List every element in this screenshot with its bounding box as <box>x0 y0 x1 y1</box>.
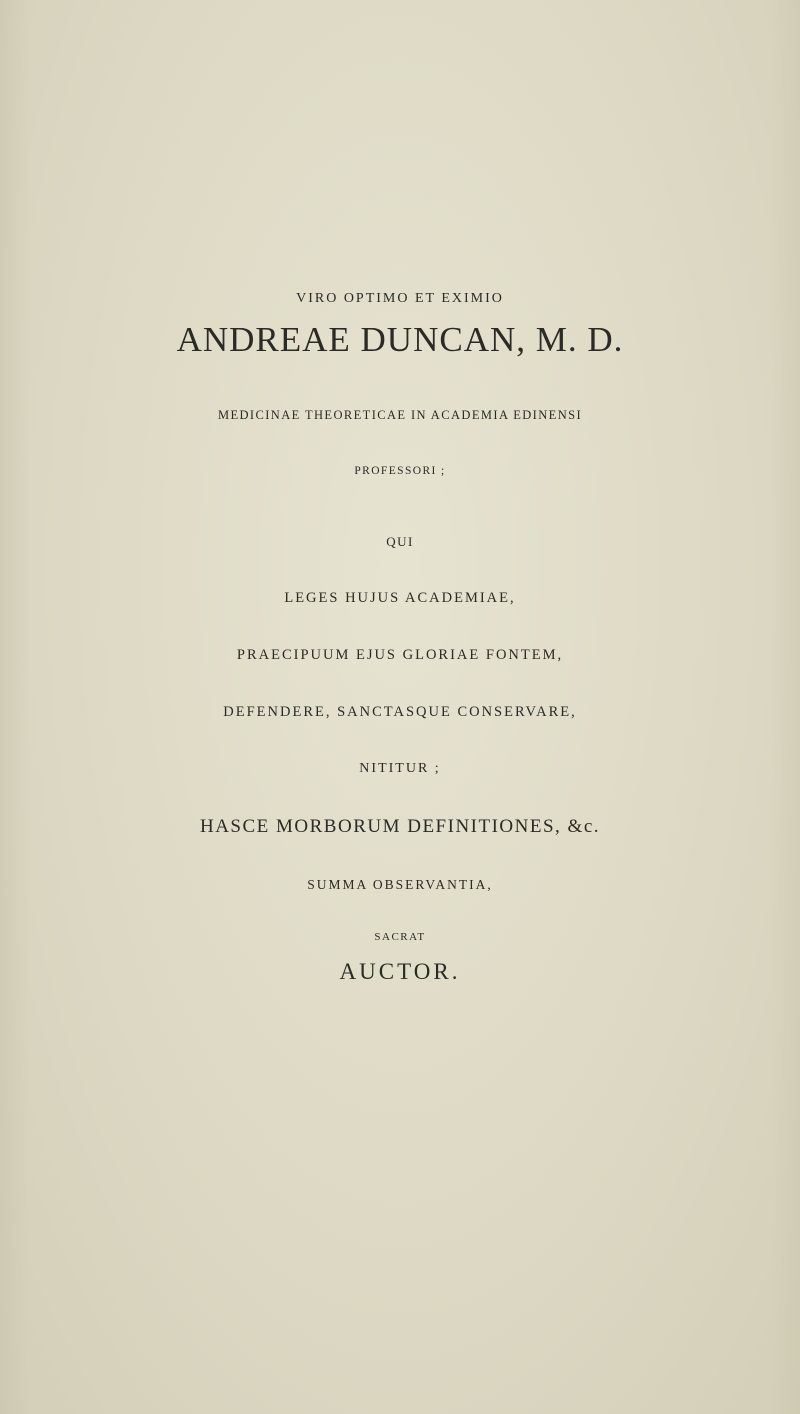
dedication-heading: VIRO OPTIMO ET EXIMIO <box>296 291 504 306</box>
dedication-line-7: SACRAT <box>374 931 426 943</box>
dedicatee-position: MEDICINAE THEORETICAE IN ACADEMIA EDINENSI <box>217 408 583 422</box>
author-signature: AUCTOR. <box>339 959 461 984</box>
dedicatee-name: ANDREAE DUNCAN, M. D. <box>176 320 624 359</box>
dedication-line-1: LEGES HUJUS ACADEMIAE, <box>284 590 516 606</box>
dedication-line-4: NITITUR ; <box>359 761 441 776</box>
dedication-line-5: HASCE MORBORUM DEFINITIONES, &c. <box>199 816 601 837</box>
dedication-line-3: DEFENDERE, SANCTASQUE CONSERVARE, <box>223 704 577 720</box>
dedication-qui: QUI <box>386 534 414 549</box>
dedicatee-title: PROFESSORI ; <box>354 465 446 477</box>
dedication-line-2: PRAECIPUUM EJUS GLORIAE FONTEM, <box>236 647 564 663</box>
dedication-line-6: SUMMA OBSERVANTIA, <box>307 877 493 892</box>
